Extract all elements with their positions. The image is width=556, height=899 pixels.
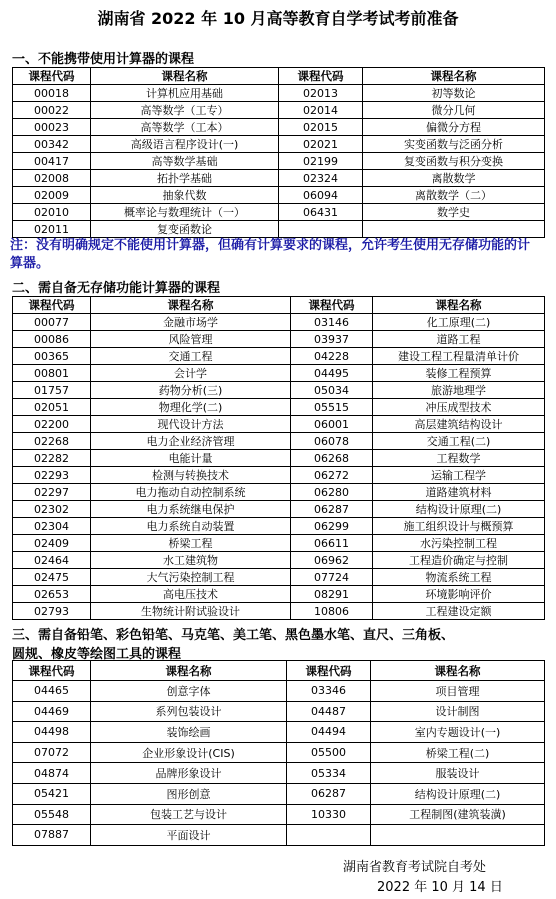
course-name-cell: 高等数学基础	[91, 153, 279, 170]
table-row	[13, 467, 545, 484]
course-code-cell: 00018	[13, 85, 91, 102]
course-code-cell: 04874	[13, 763, 91, 784]
course-name-cell: 旅游地理学	[373, 382, 545, 399]
course-code-cell: 02282	[13, 450, 91, 467]
course-code-cell: 02304	[13, 518, 91, 535]
course-code-cell: 02268	[13, 433, 91, 450]
header-course-code: 课程代码	[13, 297, 91, 314]
table-row	[13, 722, 545, 743]
course-code-cell: 06611	[291, 535, 373, 552]
table-row	[13, 170, 545, 187]
course-name-cell: 微分几何	[363, 102, 545, 119]
course-name-cell: 工程造价确定与控制	[373, 552, 545, 569]
course-code-cell: 06962	[291, 552, 373, 569]
table-row	[13, 804, 545, 825]
course-name-cell: 工程制图(建筑装潢)	[371, 804, 545, 825]
course-code-cell: 00801	[13, 365, 91, 382]
table-row	[13, 535, 545, 552]
course-code-cell: 03346	[287, 681, 371, 702]
course-name-cell: 高级语言程序设计(一)	[91, 136, 279, 153]
table-row	[13, 314, 545, 331]
course-name-cell: 生物统计附试验设计	[91, 603, 291, 620]
course-code-cell: 04487	[287, 701, 371, 722]
course-code-cell: 02293	[13, 467, 91, 484]
course-name-cell: 拓扑学基础	[91, 170, 279, 187]
course-code-cell: 02011	[13, 221, 91, 238]
table-row	[13, 348, 545, 365]
course-name-cell: 施工组织设计与概预算	[373, 518, 545, 535]
course-name-cell: 装饰绘画	[91, 722, 287, 743]
course-code-cell: 02010	[13, 204, 91, 221]
course-name-cell: 环境影响评价	[373, 586, 545, 603]
header-course-name: 课程名称	[363, 68, 545, 85]
table-header-row	[13, 297, 545, 314]
header-course-code: 课程代码	[291, 297, 373, 314]
course-name-cell: 大气污染控制工程	[91, 569, 291, 586]
page-title: 湖南省 2022 年 10 月高等教育自学考试考前准备	[97, 9, 459, 28]
course-code-cell: 02302	[13, 501, 91, 518]
course-code-cell: 00342	[13, 136, 91, 153]
course-code-cell: 00023	[13, 119, 91, 136]
header-course-code: 课程代码	[279, 68, 363, 85]
header-course-code: 课程代码	[13, 661, 91, 681]
table-row	[13, 221, 545, 238]
header-course-name: 课程名称	[373, 297, 545, 314]
table-row	[13, 399, 545, 416]
course-code-cell: 02464	[13, 552, 91, 569]
table-row	[13, 569, 545, 586]
course-code-cell: 05500	[287, 742, 371, 763]
course-code-cell: 02021	[279, 136, 363, 153]
header-course-code: 课程代码	[287, 661, 371, 681]
course-name-cell: 工程建设定额	[373, 603, 545, 620]
section3-table	[12, 660, 545, 846]
course-name-cell	[371, 825, 545, 846]
course-code-cell: 06094	[279, 187, 363, 204]
course-code-cell: 06268	[291, 450, 373, 467]
course-code-cell: 02409	[13, 535, 91, 552]
course-name-cell: 企业形象设计(CIS)	[91, 742, 287, 763]
table-row	[13, 187, 545, 204]
header-course-name: 课程名称	[91, 661, 287, 681]
table-row	[13, 331, 545, 348]
course-code-cell: 02009	[13, 187, 91, 204]
table-row	[13, 783, 545, 804]
table-row	[13, 119, 545, 136]
section3-heading-line2: 圆规、橡皮等绘图工具的课程	[12, 647, 182, 662]
header-course-code: 课程代码	[13, 68, 91, 85]
course-name-cell: 电能计量	[91, 450, 291, 467]
section2-table	[12, 296, 545, 620]
course-name-cell: 物理化学(二)	[91, 399, 291, 416]
section1-heading: 一、不能携带使用计算器的课程	[12, 52, 195, 67]
course-code-cell: 06431	[279, 204, 363, 221]
course-name-cell: 离散数学	[363, 170, 545, 187]
table-row	[13, 450, 545, 467]
table-row	[13, 501, 545, 518]
course-name-cell: 电力拖动自动控制系统	[91, 484, 291, 501]
course-code-cell: 08291	[291, 586, 373, 603]
course-code-cell: 07887	[13, 825, 91, 846]
course-code-cell: 02014	[279, 102, 363, 119]
table-row	[13, 742, 545, 763]
course-name-cell: 包装工艺与设计	[91, 804, 287, 825]
course-name-cell: 电力系统继电保护	[91, 501, 291, 518]
course-name-cell: 系列包装设计	[91, 701, 287, 722]
course-code-cell: 02015	[279, 119, 363, 136]
course-code-cell: 10330	[287, 804, 371, 825]
course-code-cell: 03937	[291, 331, 373, 348]
table-row	[13, 518, 545, 535]
course-code-cell: 00086	[13, 331, 91, 348]
header-course-name: 课程名称	[91, 68, 279, 85]
course-code-cell: 02324	[279, 170, 363, 187]
table-row	[13, 586, 545, 603]
course-name-cell: 服装设计	[371, 763, 545, 784]
course-code-cell: 06287	[287, 783, 371, 804]
course-name-cell: 结构设计原理(二)	[371, 783, 545, 804]
course-code-cell: 01757	[13, 382, 91, 399]
course-name-cell: 药物分析(三)	[91, 382, 291, 399]
course-name-cell: 复变函数论	[91, 221, 279, 238]
course-code-cell: 04469	[13, 701, 91, 722]
course-name-cell: 图形创意	[91, 783, 287, 804]
table-row	[13, 416, 545, 433]
course-name-cell: 设计制图	[371, 701, 545, 722]
course-code-cell: 05034	[291, 382, 373, 399]
course-name-cell: 道路建筑材料	[373, 484, 545, 501]
section2-heading: 二、需自备无存储功能计算器的课程	[12, 281, 221, 296]
course-code-cell: 06078	[291, 433, 373, 450]
table-row	[13, 153, 545, 170]
course-code-cell: 02200	[13, 416, 91, 433]
course-name-cell: 建设工程工程量清单计价	[373, 348, 545, 365]
course-code-cell: 00417	[13, 153, 91, 170]
course-code-cell: 00365	[13, 348, 91, 365]
course-name-cell	[363, 221, 545, 238]
course-name-cell: 实变函数与泛函分析	[363, 136, 545, 153]
course-name-cell: 高层建筑结构设计	[373, 416, 545, 433]
course-name-cell: 创意字体	[91, 681, 287, 702]
course-code-cell: 06287	[291, 501, 373, 518]
course-code-cell: 02793	[13, 603, 91, 620]
course-code-cell: 06272	[291, 467, 373, 484]
course-name-cell: 数学史	[363, 204, 545, 221]
course-name-cell: 水工建筑物	[91, 552, 291, 569]
table-row	[13, 484, 545, 501]
course-name-cell: 室内专题设计(一)	[371, 722, 545, 743]
section3-heading-line1: 三、需自备铅笔、彩色铅笔、马克笔、美工笔、黑色墨水笔、直尺、三角板、	[12, 628, 455, 643]
course-name-cell: 风险管理	[91, 331, 291, 348]
table-row	[13, 701, 545, 722]
course-code-cell: 05334	[287, 763, 371, 784]
header-course-name: 课程名称	[91, 297, 291, 314]
course-name-cell: 交通工程	[91, 348, 291, 365]
signature-date: 2022 年 10 月 14 日	[377, 880, 503, 895]
course-code-cell: 04228	[291, 348, 373, 365]
course-name-cell: 桥梁工程	[91, 535, 291, 552]
table-row	[13, 433, 545, 450]
course-name-cell: 电力企业经济管理	[91, 433, 291, 450]
course-code-cell: 02297	[13, 484, 91, 501]
course-code-cell: 02051	[13, 399, 91, 416]
course-code-cell: 07724	[291, 569, 373, 586]
section1-table	[12, 67, 545, 238]
course-code-cell: 00022	[13, 102, 91, 119]
table-header-row	[13, 68, 545, 85]
table-row	[13, 365, 545, 382]
table-row	[13, 825, 545, 846]
course-code-cell: 05421	[13, 783, 91, 804]
course-name-cell: 运输工程学	[373, 467, 545, 484]
course-code-cell: 06299	[291, 518, 373, 535]
course-name-cell: 化工原理(二)	[373, 314, 545, 331]
course-code-cell: 02008	[13, 170, 91, 187]
course-name-cell: 结构设计原理(二)	[373, 501, 545, 518]
course-name-cell: 计算机应用基础	[91, 85, 279, 102]
table-row	[13, 204, 545, 221]
course-code-cell: 07072	[13, 742, 91, 763]
course-name-cell: 工程数学	[373, 450, 545, 467]
course-code-cell: 02199	[279, 153, 363, 170]
signature-org: 湖南省教育考试院自考处	[343, 860, 487, 875]
course-code-cell: 02013	[279, 85, 363, 102]
course-code-cell: 05548	[13, 804, 91, 825]
course-name-cell: 抽象代数	[91, 187, 279, 204]
course-name-cell: 冲压成型技术	[373, 399, 545, 416]
course-code-cell	[279, 221, 363, 238]
course-name-cell: 金融市场学	[91, 314, 291, 331]
course-name-cell: 高电压技术	[91, 586, 291, 603]
course-name-cell: 离散数学（二）	[363, 187, 545, 204]
course-name-cell: 桥梁工程(二)	[371, 742, 545, 763]
course-name-cell: 项目管理	[371, 681, 545, 702]
course-name-cell: 电力系统自动装置	[91, 518, 291, 535]
course-name-cell: 复变函数与积分变换	[363, 153, 545, 170]
course-code-cell: 03146	[291, 314, 373, 331]
course-code-cell: 04465	[13, 681, 91, 702]
table-row	[13, 382, 545, 399]
course-name-cell: 高等数学（工本）	[91, 119, 279, 136]
table-row	[13, 136, 545, 153]
course-code-cell: 04495	[291, 365, 373, 382]
course-name-cell: 检测与转换技术	[91, 467, 291, 484]
course-name-cell: 概率论与数理统计（一）	[91, 204, 279, 221]
table-row	[13, 85, 545, 102]
course-name-cell: 初等数论	[363, 85, 545, 102]
course-code-cell: 02475	[13, 569, 91, 586]
course-name-cell: 高等数学（工专）	[91, 102, 279, 119]
course-code-cell: 06001	[291, 416, 373, 433]
table-row	[13, 681, 545, 702]
course-name-cell: 物流系统工程	[373, 569, 545, 586]
course-code-cell: 04498	[13, 722, 91, 743]
table-row	[13, 603, 545, 620]
course-name-cell: 偏微分方程	[363, 119, 545, 136]
course-name-cell: 道路工程	[373, 331, 545, 348]
course-code-cell: 04494	[287, 722, 371, 743]
course-code-cell	[287, 825, 371, 846]
course-name-cell: 品牌形象设计	[91, 763, 287, 784]
course-name-cell: 会计学	[91, 365, 291, 382]
course-code-cell: 05515	[291, 399, 373, 416]
course-code-cell: 02653	[13, 586, 91, 603]
table-header-row	[13, 661, 545, 681]
table-row	[13, 763, 545, 784]
course-code-cell: 10806	[291, 603, 373, 620]
course-name-cell: 现代设计方法	[91, 416, 291, 433]
course-code-cell: 06280	[291, 484, 373, 501]
course-name-cell: 水污染控制工程	[373, 535, 545, 552]
course-name-cell: 装修工程预算	[373, 365, 545, 382]
header-course-name: 课程名称	[371, 661, 545, 681]
course-code-cell: 00077	[13, 314, 91, 331]
course-name-cell: 平面设计	[91, 825, 287, 846]
calculator-note: 注：没有明确规定不能使用计算器，但确有计算要求的课程，允许考生使用无存储功能的计算器。	[10, 238, 531, 271]
table-row	[13, 102, 545, 119]
course-name-cell: 交通工程(二)	[373, 433, 545, 450]
table-row	[13, 552, 545, 569]
